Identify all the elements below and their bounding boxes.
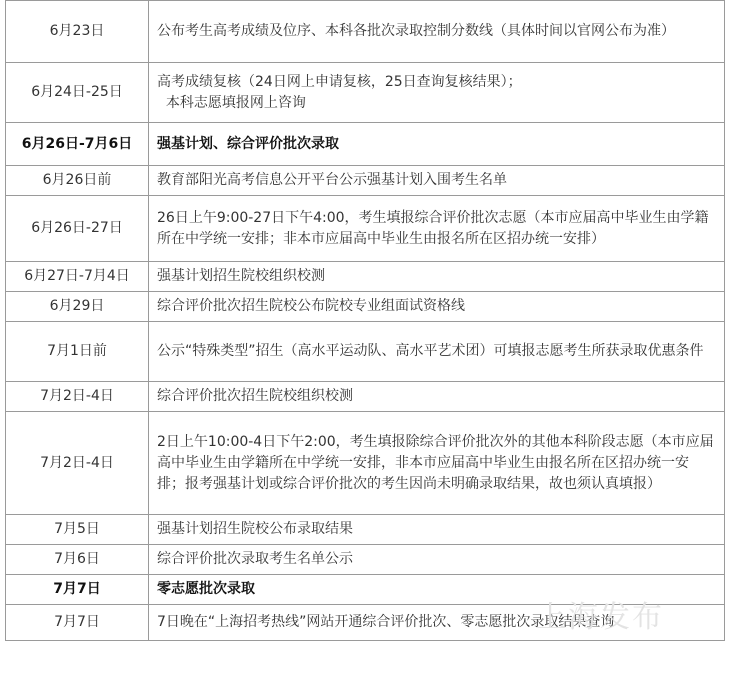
table-row [6,545,725,575]
date-cell: 7月5日 [6,515,149,545]
description-cell: 强基计划招生院校公布录取结果 [149,515,725,545]
date-cell: 7月6日 [6,545,149,575]
date-cell: 7月7日 [6,575,149,605]
date-cell: 7月2日-4日 [6,382,149,412]
date-cell: 6月23日 [6,1,149,63]
watermark-logo: 上海发布 [536,600,664,635]
table-row [6,166,725,196]
table-row [6,412,725,515]
date-cell: 7月2日-4日 [6,412,149,515]
description-cell: 教育部阳光高考信息公开平台公示强基计划入围考生名单 [149,166,725,196]
description-cell: 26日上午9:00-27日下午4:00，考生填报综合评价批次志愿（本市应届高中毕业生由学籍所在中学统一安排；非本市应届高中毕业生由报名所在区招办统一安排） [149,196,725,262]
description-cell: 综合评价批次录取考生名单公示 [149,545,725,575]
table-row [6,196,725,262]
description-cell: 强基计划招生院校组织校测 [149,262,725,292]
date-cell: 7月7日 [6,605,149,641]
date-cell: 6月26日-7月6日 [6,123,149,166]
description-cell: 强基计划、综合评价批次录取 [149,123,725,166]
date-cell: 6月27日-7月4日 [6,262,149,292]
description-cell: 综合评价批次招生院校组织校测 [149,382,725,412]
date-cell: 6月24日-25日 [6,63,149,123]
description-cell: 7日晚在“上海招考热线”网站开通综合评价批次、零志愿批次录取结果查询 [149,605,725,641]
description-cell: 综合评价批次招生院校公布院校专业组面试资格线 [149,292,725,322]
table-row [6,322,725,382]
schedule-table [5,0,725,641]
table-row [6,1,725,63]
table-row [6,262,725,292]
description-cell: 2日上午10:00-4日下午2:00，考生填报除综合评价批次外的其他本科阶段志愿（本市应届高中毕业生由学籍所在中学统一安排，非本市应届高中毕业生由报名所在区招办统一安排；报考强基计划或综合评价批次的考生因尚未明确录取结果，故也须认真填报） [149,412,725,515]
description-cell: 公示“特殊类型”招生（高水平运动队、高水平艺术团）可填报志愿考生所获录取优惠条件 [149,322,725,382]
description-cell: 零志愿批次录取 [149,575,725,605]
table-row [6,515,725,545]
date-cell: 6月26日-27日 [6,196,149,262]
date-cell: 7月1日前 [6,322,149,382]
table-row [6,292,725,322]
table-row [6,63,725,123]
date-cell: 6月26日前 [6,166,149,196]
date-cell: 6月29日 [6,292,149,322]
description-cell: 高考成绩复核（24日网上申请复核，25日查询复核结果）； 本科志愿填报网上咨询 [149,63,725,123]
table-row [6,382,725,412]
description-cell: 公布考生高考成绩及位序、本科各批次录取控制分数线（具体时间以官网公布为准） [149,1,725,63]
table-row [6,123,725,166]
